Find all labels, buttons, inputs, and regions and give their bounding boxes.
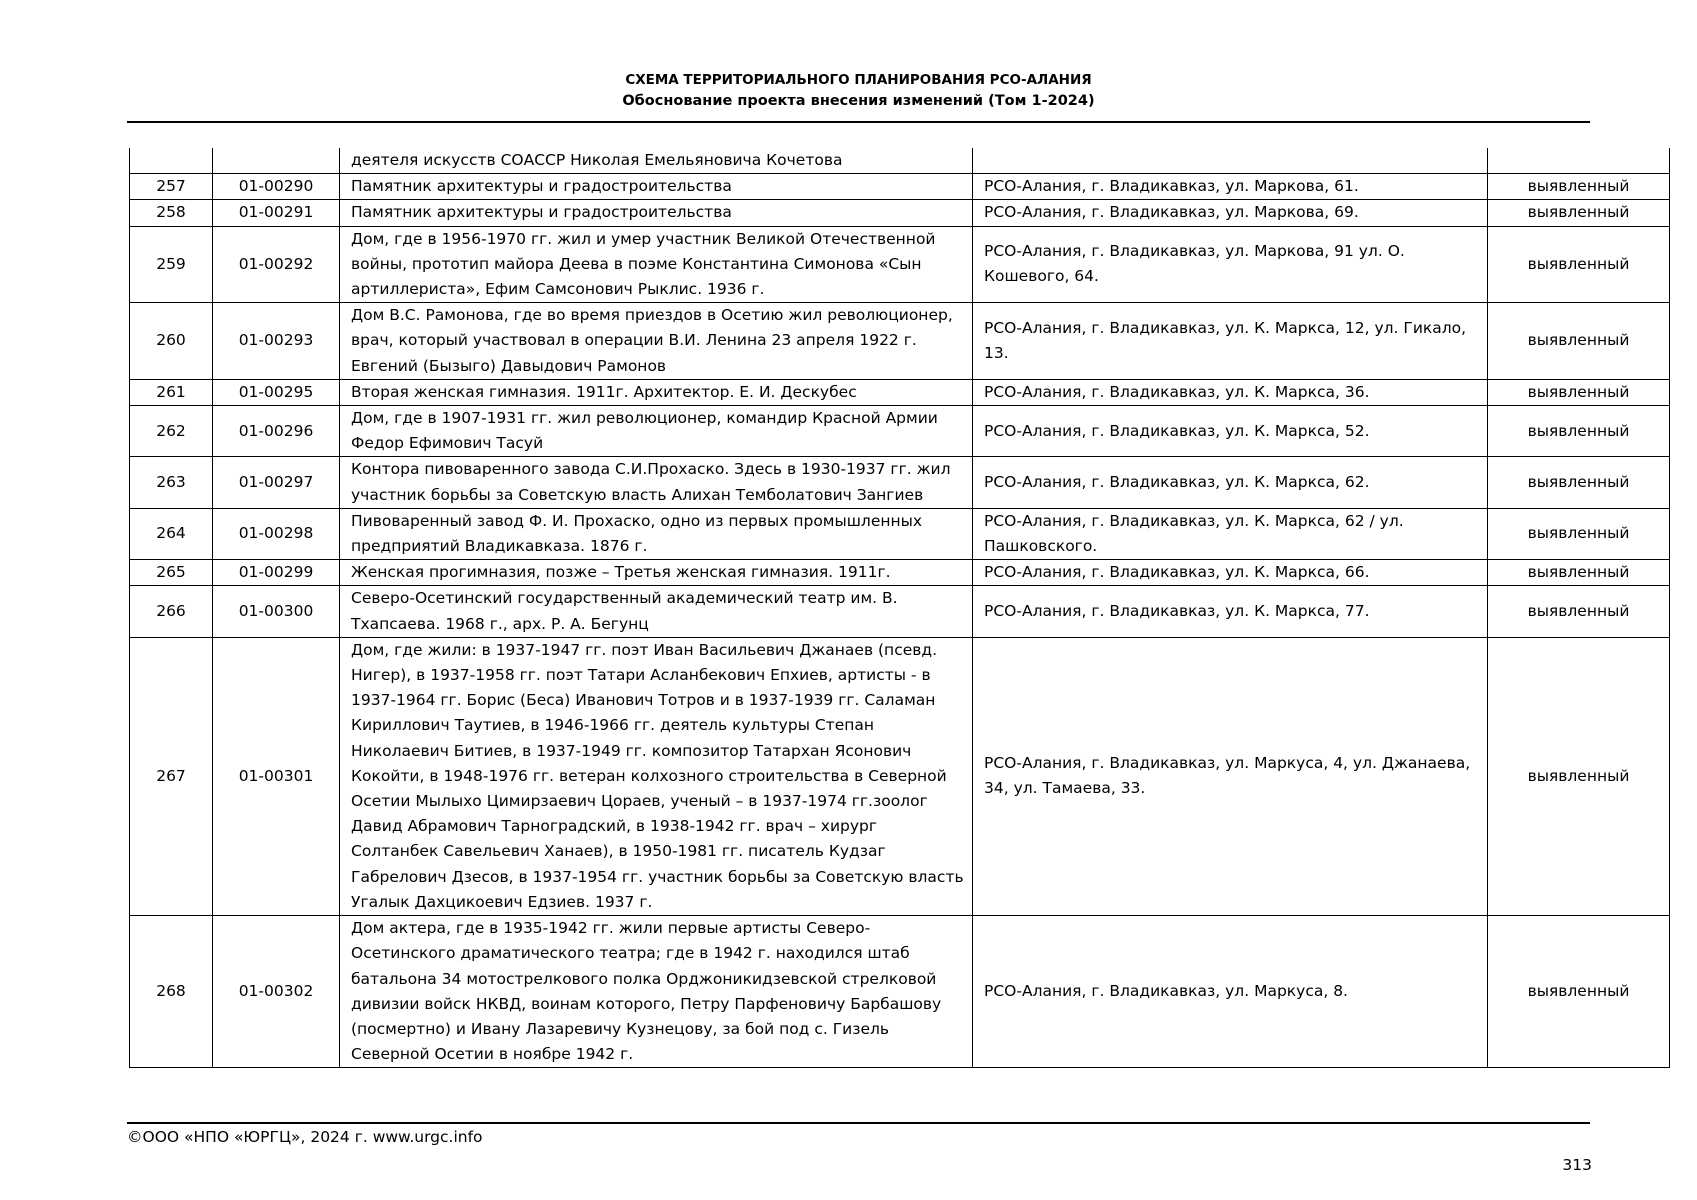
cell-address: РСО-Алания, г. Владикавказ, ул. К. Маркса, 66. (973, 560, 1488, 586)
cell-name: Женская прогимназия, позже – Третья женская гимназия. 1911г. (340, 560, 973, 586)
cell-number: 259 (130, 226, 213, 303)
cell-code: 01-00301 (213, 637, 340, 915)
cell-category: выявленный (1488, 586, 1670, 637)
cell-category: выявленный (1488, 916, 1670, 1068)
table-row (130, 174, 1670, 200)
cell-name: деятеля искусств СОАССР Николая Емельяновича Кочетова (340, 148, 973, 174)
cell-address: РСО-Алания, г. Владикавказ, ул. К. Маркса, 62 / ул. Пашковского. (973, 508, 1488, 559)
cell-code: 01-00300 (213, 586, 340, 637)
cell-category: выявленный (1488, 457, 1670, 508)
cell-name: Вторая женская гимназия. 1911г. Архитектор. Е. И. Дескубес (340, 379, 973, 405)
cell-code: 01-00297 (213, 457, 340, 508)
table-row (130, 406, 1670, 457)
cell-category: выявленный (1488, 560, 1670, 586)
cell-address: РСО-Алания, г. Владикавказ, ул. Маркуса, 4, ул. Джанаева, 34, ул. Тамаева, 33. (973, 637, 1488, 915)
cell-address: РСО-Алания, г. Владикавказ, ул. К. Маркса, 77. (973, 586, 1488, 637)
table-row (130, 560, 1670, 586)
cell-category: выявленный (1488, 226, 1670, 303)
header-subtitle: Обоснование проекта внесения изменений (Том 1-2024) (622, 93, 1095, 109)
cell-number: 261 (130, 379, 213, 405)
heritage-registry-table (129, 148, 1670, 1068)
footer-rule (127, 1122, 1590, 1124)
table-row (130, 508, 1670, 559)
table-row-continuation (130, 148, 1670, 174)
cell-category: выявленный (1488, 379, 1670, 405)
cell-code: 01-00291 (213, 200, 340, 226)
cell-name: Дом В.С. Рамонова, где во время приездов в Осетию жил революционер, врач, который участвовал в операции В.И. Ленина 23 апреля 1922 г. Евгений (Бызыго) Давыдович Рамонов (340, 303, 973, 380)
cell-category: выявленный (1488, 174, 1670, 200)
cell-code: 01-00293 (213, 303, 340, 380)
cell-code: 01-00292 (213, 226, 340, 303)
cell-number: 257 (130, 174, 213, 200)
cell-category: выявленный (1488, 303, 1670, 380)
cell-name: Дом, где в 1956-1970 гг. жил и умер участник Великой Отечественной войны, прототип майора Деева в поэме Константина Симонова «Сын артиллериста», Ефим Самсонович Рыклис. 1936 г. (340, 226, 973, 303)
cell-name: Контора пивоваренного завода С.И.Прохаско. Здесь в 1930-1937 гг. жил участник борьбы за Советскую власть Алихан Темболатович Зангиев (340, 457, 973, 508)
cell-category: выявленный (1488, 508, 1670, 559)
table-row (130, 303, 1670, 380)
cell-address: РСО-Алания, г. Владикавказ, ул. К. Маркса, 36. (973, 379, 1488, 405)
cell-category: выявленный (1488, 406, 1670, 457)
cell-number (130, 148, 213, 174)
page-header (127, 70, 1590, 112)
cell-number: 265 (130, 560, 213, 586)
cell-name: Дом, где жили: в 1937-1947 гг. поэт Иван Васильевич Джанаев (псевд. Нигер), в 1937-1958 гг. поэт Татари Асланбекович Епхиев, артисты - в 1937-1964 гг. Борис (Беса) Иванович Тотров и в 1937-1939 гг. Саламан Кириллович Таутиев, в 1946-1966 гг. деятель культуры Степан Николаевич Битиев, в 1937-1949 гг. композитор Татархан Ясонович Кокойти, в 1948-1976 гг. ветеран колхозного строительства в Северной Осетии Мылыхо Цимирзаевич Цораев, ученый – в 1937-1974 гг.зоолог Давид Абрамович Тарноградский, в 1938-1942 гг. врач – хирург Солтанбек Савельевич Ханаев), в 1950-1981 гг. писатель Кудзаг Габрелович Дзесов, в 1937-1954 гг. участник борьбы за Советскую власть Угалык Дахцикоевич Едзиев. 1937 г. (340, 637, 973, 915)
cell-name: Памятник архитектуры и градостроительства (340, 200, 973, 226)
cell-address (973, 148, 1488, 174)
cell-code: 01-00298 (213, 508, 340, 559)
table-row (130, 916, 1670, 1068)
cell-name: Северо-Осетинский государственный академический театр им. В. Тхапсаева. 1968 г., арх. Р. А. Бегунц (340, 586, 973, 637)
footer-copyright: ©ООО «НПО «ЮРГЦ», 2024 г. www.urgc.info (127, 1128, 483, 1146)
cell-code (213, 148, 340, 174)
cell-address: РСО-Алания, г. Владикавказ, ул. К. Маркса, 12, ул. Гикало, 13. (973, 303, 1488, 380)
table-row (130, 457, 1670, 508)
cell-number: 258 (130, 200, 213, 226)
cell-address: РСО-Алания, г. Владикавказ, ул. Маркуса, 8. (973, 916, 1488, 1068)
cell-address: РСО-Алания, г. Владикавказ, ул. Маркова, 91 ул. О. Кошевого, 64. (973, 226, 1488, 303)
cell-address: РСО-Алания, г. Владикавказ, ул. Маркова, 61. (973, 174, 1488, 200)
page-number: 313 (1562, 1156, 1592, 1174)
table-row (130, 379, 1670, 405)
cell-number: 268 (130, 916, 213, 1068)
cell-code: 01-00302 (213, 916, 340, 1068)
table-row (130, 586, 1670, 637)
cell-code: 01-00295 (213, 379, 340, 405)
cell-name: Дом, где в 1907-1931 гг. жил революционер, командир Красной Армии Федор Ефимович Тасуй (340, 406, 973, 457)
cell-category: выявленный (1488, 200, 1670, 226)
cell-number: 262 (130, 406, 213, 457)
cell-number: 264 (130, 508, 213, 559)
cell-number: 260 (130, 303, 213, 380)
cell-code: 01-00296 (213, 406, 340, 457)
cell-name: Пивоваренный завод Ф. И. Прохаско, одно из первых промышленных предприятий Владикавказа. 1876 г. (340, 508, 973, 559)
registry-body (130, 148, 1670, 1068)
cell-name: Дом актера, где в 1935-1942 гг. жили первые артисты Северо-Осетинского драматического театра; где в 1942 г. находился штаб батальона 34 мотострелкового полка Орджоникидзевской стрелковой дивизии войск НКВД, воинам которого, Петру Парфеновичу Барбашову (посмертно) и Ивану Лазаревичу Кузнецову, за бой под с. Гизель Северной Осетии в ноябре 1942 г. (340, 916, 973, 1068)
table-row (130, 637, 1670, 915)
header-rule (127, 121, 1590, 123)
table-row (130, 200, 1670, 226)
cell-address: РСО-Алания, г. Владикавказ, ул. К. Маркса, 52. (973, 406, 1488, 457)
cell-address: РСО-Алания, г. Владикавказ, ул. К. Маркса, 62. (973, 457, 1488, 508)
cell-address: РСО-Алания, г. Владикавказ, ул. Маркова, 69. (973, 200, 1488, 226)
cell-name: Памятник архитектуры и градостроительства (340, 174, 973, 200)
cell-code: 01-00290 (213, 174, 340, 200)
cell-code: 01-00299 (213, 560, 340, 586)
header-title: СХЕМА ТЕРРИТОРИАЛЬНОГО ПЛАНИРОВАНИЯ РСО-АЛАНИЯ (625, 72, 1092, 88)
cell-number: 267 (130, 637, 213, 915)
table-row (130, 226, 1670, 303)
cell-number: 266 (130, 586, 213, 637)
cell-category (1488, 148, 1670, 174)
cell-category: выявленный (1488, 637, 1670, 915)
cell-number: 263 (130, 457, 213, 508)
